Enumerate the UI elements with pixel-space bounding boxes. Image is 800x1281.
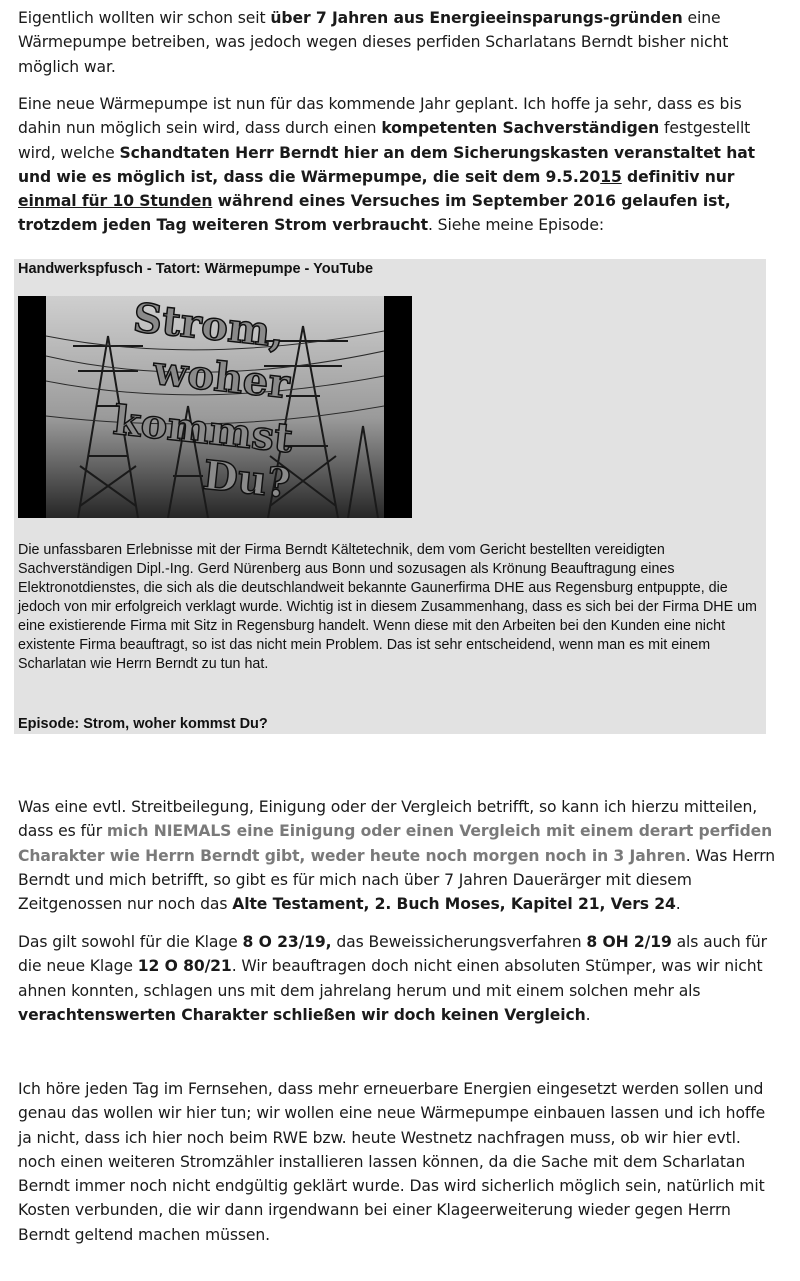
paragraph-1 xyxy=(18,6,782,79)
bold-text: 8 OH 2/19 xyxy=(586,933,672,951)
text: Das gilt sowohl für die Klage xyxy=(18,933,243,951)
video-thumbnail[interactable] xyxy=(18,296,412,518)
video-description: Die unfassbaren Erlebnisse mit der Firma Berndt Kältetechnik, dem vom Gericht bestellten vereidigten Sachverständigen Dipl.-Ing. Gerd Nürenberg aus Bonn und sozusagen als Krönung Beauftragung eines Elektronotdienstes, die sich als die deutschlandweit bekannte Gaunerfirma DHE aus Regensburg entpuppte, die jedoch von mir erfolgreich verklagt wurde. Wichtig ist in diesem Zusammenhang, dass es sich bei der Firma DHE um eine existierende Firma mit Sitz in Regensburg handelt. Wenn diese mit den Arbeiten bei den Kunden eine nicht existente Firma beauftragt, so ist das nicht mein Problem. Das ist sehr entscheidend, wenn man es mit einem Scharlatan wie Herrn Berndt zu tun hat. xyxy=(18,542,757,672)
video-embed-card[interactable] xyxy=(14,259,766,734)
bold-text: Schandtaten Herr Berndt hier an dem Sicherungskasten veranstaltet hat und wie es möglich ist, dass die Wärmepumpe, die seit dem 9.5.20 xyxy=(18,143,756,186)
text: . xyxy=(675,895,681,914)
thumb-line-3: kommst xyxy=(111,396,296,463)
text: Eine neue Wärmepumpe ist nun für das kommende Jahr geplant. Ich hoffe ja sehr, dass es bis dahin nun möglich sein wird, dass durch einen xyxy=(18,95,742,138)
underlined-text: 15 xyxy=(600,167,622,186)
bold-text: verachtenswerten Charakter schließen wir doch keinen Vergleich xyxy=(18,1005,586,1024)
bold-text: während eines Versuches im September 2016 gelaufen ist, trotzdem jeden Tag weiteren Strom verbraucht xyxy=(18,192,731,235)
episode-link[interactable]: Episode: Strom, woher kommst Du? xyxy=(18,716,268,732)
video-title-link[interactable]: Handwerkspfusch - Tatort: Wärmepumpe - YouTube xyxy=(18,261,374,277)
paragraph-2 xyxy=(18,92,782,238)
thumb-line-4: Du? xyxy=(200,451,293,508)
bold-text: Alte Testament, 2. Buch Moses, Kapitel 21, Vers 24 xyxy=(232,895,676,914)
text: als auch für die neue Klage xyxy=(18,933,767,976)
text: . xyxy=(585,1005,591,1024)
paragraph-5 xyxy=(18,1077,782,1247)
text: Eigentlich wollten wir schon seit xyxy=(18,9,271,27)
text: festgestellt wird, welche xyxy=(18,119,751,162)
underlined-text: einmal für 10 Stunden xyxy=(18,192,213,211)
bold-text: 12 O 80/21 xyxy=(137,957,232,976)
bold-text: definitiv nur xyxy=(621,167,735,186)
text: Was eine evtl. Streitbeilegung, Einigung oder der Vergleich betrifft, so kann ich hierzu mitteilen, dass es für xyxy=(18,798,758,841)
text: . Siehe meine Episode: xyxy=(427,216,604,235)
bold-text: über 7 Jahren aus Energieeinsparungs-gründen xyxy=(270,9,683,27)
thumbnail-caption xyxy=(18,296,412,518)
text: das Beweissicherungsverfahren xyxy=(331,933,587,951)
text: eine Wärmepumpe betreiben, was jedoch wegen dieses perfiden Scharlatans Berndt bisher nicht möglich war. xyxy=(18,9,729,76)
bold-text: kompetenten Sachverständigen xyxy=(381,119,660,138)
paragraph-3 xyxy=(18,795,782,916)
thumb-line-1: Strom, xyxy=(130,294,287,357)
paragraph-4 xyxy=(18,930,782,1027)
text: . Wir beauftragen doch nicht einen absoluten Stümper, was wir nicht ahnen konnten, schlagen uns mit dem jahrelang herum und mit einem solchen mehr als xyxy=(18,957,763,1000)
grey-bold-text: mich NIEMALS eine Einigung oder einen Vergleich mit einem derart perfiden Charakter wie Herrn Berndt gibt, weder heute noch morgen noch in 3 Jahren xyxy=(18,822,773,865)
text: Ich höre jeden Tag im Fernsehen, dass mehr erneuerbare Energien eingesetzt werden sollen und genau das wollen wir hier tun; wir wollen eine neue Wärmepumpe einbauen lassen und ich hoffe ja nicht, dass ich hier noch beim RWE bzw. heute Westnetz nachfragen muss, ob wir hier evtl. noch einen weiteren Stromzähler installieren lassen können, da die Sache mit dem Scharlatan Berndt immer noch nicht endgültig geklärt wurde. Das wird sicherlich möglich sein, natürlich mit Kosten verbunden, die wir dann irgendwann bei einer Klageerweiterung wieder gegen Herrn Berndt geltend machen müssen. xyxy=(18,1080,766,1244)
text: . Was Herrn Berndt und mich betrifft, so gibt es für mich nach über 7 Jahren Dauerärger mit diesem Zeitgenossen nur noch das xyxy=(18,846,776,914)
thumb-line-2: woher xyxy=(150,346,292,409)
bold-text: 8 O 23/19, xyxy=(242,933,332,951)
